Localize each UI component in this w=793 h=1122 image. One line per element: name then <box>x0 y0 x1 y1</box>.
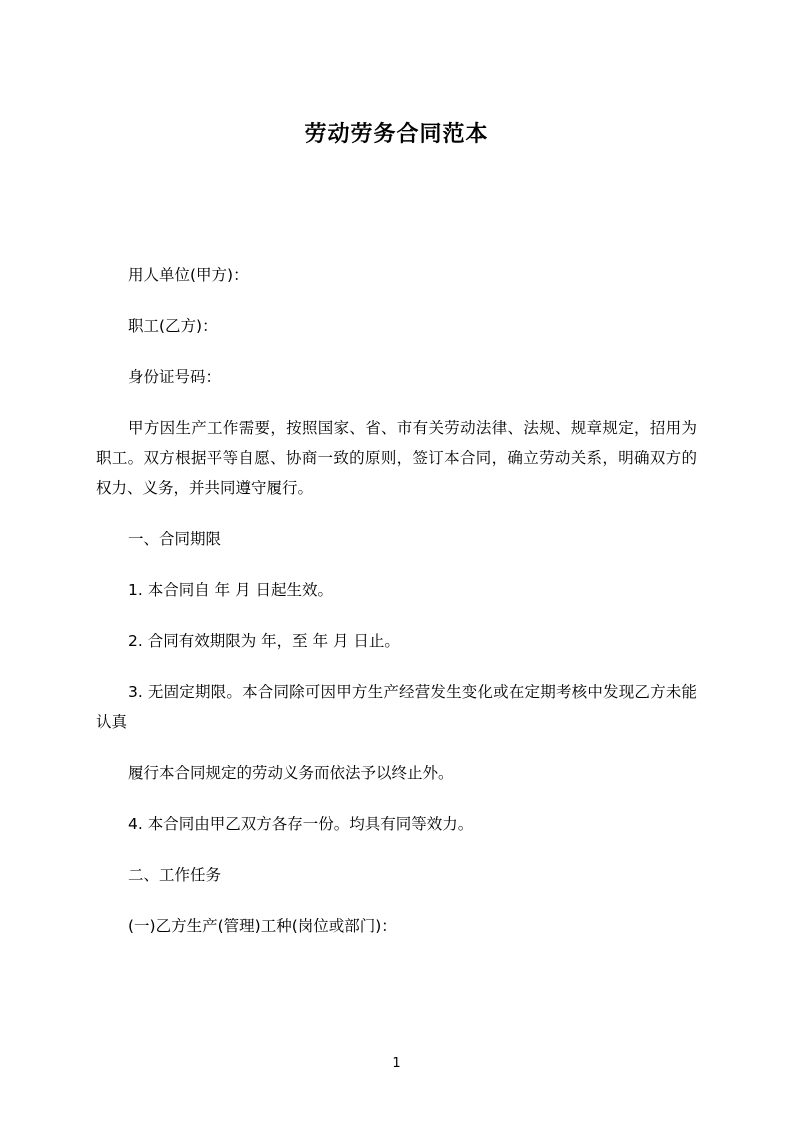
paragraph-clause-1-1: 1. 本合同自 年 月 日起生效。 <box>128 581 333 599</box>
section-heading-contract-term: 一、合同期限 <box>128 530 222 548</box>
paragraph-clause-1-2: 2. 合同有效期限为 年，至 年 月 日止。 <box>128 632 400 650</box>
title-spacer <box>96 152 697 260</box>
section-heading-work-duties: 二、工作任务 <box>128 866 222 884</box>
document-body <box>96 118 697 962</box>
paragraph-clause-1-4: 4. 本合同由甲乙双方各存一份。均具有同等效力。 <box>128 815 474 833</box>
paragraph-party-a: 用人单位(甲方)： <box>128 266 249 284</box>
paragraph-party-b: 职工(乙方)： <box>128 317 218 335</box>
paragraph-id-number: 身份证号码： <box>128 368 222 386</box>
paragraph-clause-1-3: 3. 无固定期限。本合同除可因甲方生产经营发生变化或在定期考核中发现乙方未能认真 <box>96 683 697 731</box>
paragraph-clause-1-3-continued: 履行本合同规定的劳动义务而依法予以终止外。 <box>128 764 454 782</box>
page-number: 1 <box>392 1056 401 1071</box>
paragraph-clause-2-1: (一)乙方生产(管理)工种(岗位或部门)： <box>128 917 397 935</box>
paragraph-preamble: 甲方因生产工作需要，按照国家、省、市有关劳动法律、法规、规章规定，招用为职工。双方根据平等自愿、协商一致的原则，签订本合同，确立劳动关系，明确双方的权力、义务，并共同遵守履行。 <box>96 419 697 497</box>
page-title: 劳动劳务合同范本 <box>304 122 489 147</box>
